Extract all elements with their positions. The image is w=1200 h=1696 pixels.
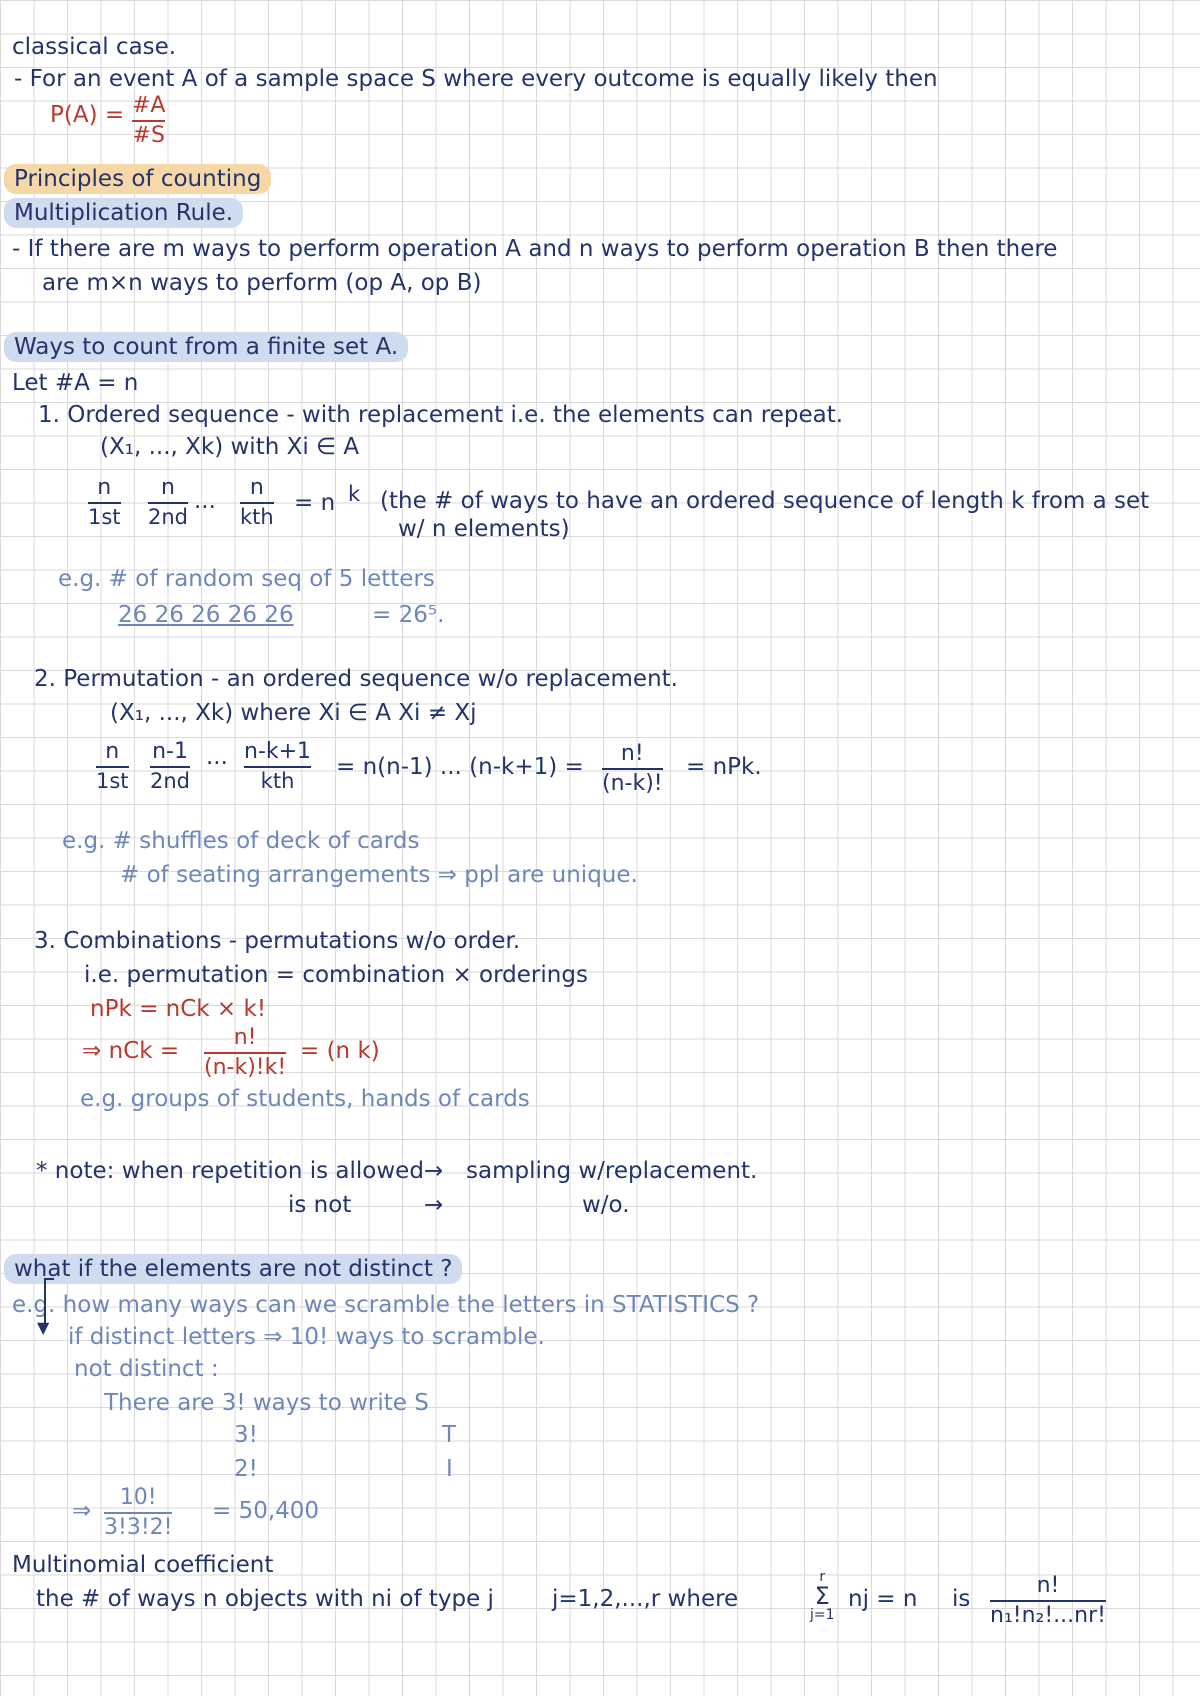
multinomial-title: Multinomial coefficient	[12, 1552, 274, 1578]
multinomial-line-c: nj = n	[848, 1586, 918, 1612]
distinct-title	[4, 1258, 462, 1281]
ordered-note-line2: w/ n elements)	[398, 516, 570, 542]
multinomial-sum-bottom: j=1	[810, 1607, 835, 1623]
ordered-tuple: (X₁, ..., Xk) with Xi ∈ A	[100, 434, 360, 460]
multiplication-rule-title-text: Multiplication Rule.	[4, 198, 243, 228]
comb-fraction-num: n!	[233, 1025, 257, 1050]
ordered-slot-2-den: 2nd	[148, 505, 189, 530]
distinct-i-letter: I	[446, 1456, 453, 1482]
perm-slot-k-den: kth	[260, 769, 295, 794]
pa-numerator: #A	[132, 93, 166, 118]
ordered-slot-1	[88, 476, 121, 529]
distinct-result-arrow: ⇒	[72, 1498, 92, 1524]
ordered-slot-2	[148, 476, 188, 529]
ordered-equals: = n	[294, 490, 336, 516]
pa-lhs: P(A) =	[50, 102, 125, 128]
multinomial-fraction-num: n!	[1036, 1573, 1060, 1598]
classical-definition: - For an event A of a sample space S where every outcome is equally likely then	[14, 66, 938, 92]
ways-title	[4, 336, 408, 359]
distinct-example: e.g. how many ways can we scramble the letters in STATISTICS ?	[12, 1292, 760, 1318]
distinct-t-letter: T	[442, 1422, 457, 1448]
note-line2-a: is not	[288, 1192, 352, 1218]
comb-example: e.g. groups of students, hands of cards	[80, 1086, 530, 1112]
principles-title-text: Principles of counting	[4, 164, 271, 194]
ordered-slot-k	[240, 476, 274, 529]
distinct-result-fraction	[104, 1486, 172, 1540]
multinomial-line-b: j=1,2,...,r where	[552, 1586, 739, 1612]
ordered-example: e.g. # of random seq of 5 letters	[58, 566, 435, 592]
pa-denominator: #S	[132, 123, 165, 149]
comb-heading: 3. Combinations - permutations w/o order.	[34, 928, 521, 954]
ordered-slot-1-num: n	[97, 475, 112, 500]
perm-fraction-den: (n-k)!	[602, 771, 663, 797]
sigma-icon: Σ	[814, 1582, 830, 1610]
multinomial-sum	[810, 1570, 835, 1622]
principles-title	[4, 168, 271, 191]
note-line2-arrow: →	[424, 1192, 444, 1218]
multinomial-fraction-den: n₁!n₂!...nr!	[990, 1603, 1106, 1629]
distinct-result-value: = 50,400	[212, 1498, 320, 1524]
multinomial-fraction	[990, 1574, 1106, 1628]
perm-slot-1-den: 1st	[96, 769, 129, 794]
perm-slot-k	[244, 740, 311, 793]
ordered-heading: 1. Ordered sequence - with replacement i.e. the elements can repeat.	[38, 402, 844, 428]
multinomial-line-a: the # of ways n objects with ni of type j	[36, 1586, 494, 1612]
note-line1-arrow: →	[424, 1158, 444, 1184]
multiplication-rule-title	[4, 202, 243, 225]
ordered-slot-1-den: 1st	[88, 505, 121, 530]
perm-slot-2	[150, 740, 190, 793]
comb-fraction-den: (n-k)!k!	[204, 1055, 287, 1081]
perm-slot-1-num: n	[105, 739, 120, 764]
comb-fraction	[204, 1026, 286, 1080]
down-arrow-icon: ▼	[37, 1318, 50, 1337]
ordered-exponent: k	[348, 482, 361, 506]
multiplication-rule-line1: - If there are m ways to perform operation A and n ways to perform operation B then there	[12, 236, 1058, 262]
perm-tuple: (X₁, ..., Xk) where Xi ∈ A Xi ≠ Xj	[110, 700, 477, 726]
comb-ncr-lhs: ⇒ nCk =	[82, 1038, 180, 1064]
perm-expansion: = n(n-1) ... (n-k+1) =	[336, 754, 584, 780]
comb-ie: i.e. permutation = combination × orderings	[84, 962, 588, 988]
comb-binomial: = (n k)	[300, 1038, 380, 1064]
distinct-not-distinct: not distinct :	[74, 1356, 219, 1382]
distinct-t-count: 3!	[234, 1422, 258, 1448]
distinct-result-num: 10!	[119, 1485, 157, 1510]
perm-slot-k-num: n-k+1	[244, 739, 312, 764]
ways-title-text: Ways to count from a finite set A.	[4, 332, 408, 362]
distinct-i-count: 2!	[234, 1456, 258, 1482]
perm-heading: 2. Permutation - an ordered sequence w/o replacement.	[34, 666, 678, 692]
comb-relation: nPk = nCk × k!	[90, 996, 267, 1022]
perm-slot-2-num: n-1	[152, 739, 188, 764]
ordered-example-slots: 26 26 26 26 26	[118, 602, 294, 628]
perm-fraction	[602, 742, 663, 796]
ordered-example-result: = 26⁵.	[372, 602, 445, 628]
classical-title: classical case.	[12, 34, 177, 60]
note-line2-b: w/o.	[582, 1192, 630, 1218]
perm-slot-1	[96, 740, 129, 793]
perm-example-2: # of seating arrangements ⇒ ppl are unique.	[120, 862, 638, 888]
perm-example-1: e.g. # shuffles of deck of cards	[62, 828, 420, 854]
distinct-result-den: 3!3!2!	[104, 1515, 173, 1541]
let-statement: Let #A = n	[12, 370, 139, 396]
perm-slot-2-den: 2nd	[150, 769, 191, 794]
multinomial-sum-top: r	[819, 1569, 826, 1585]
ordered-dots: ...	[194, 488, 216, 514]
distinct-there-are: There are 3! ways to write S	[104, 1390, 429, 1416]
note-line1-b: sampling w/replacement.	[466, 1158, 758, 1184]
perm-npk: = nPk.	[686, 754, 762, 780]
ordered-slot-2-num: n	[161, 475, 175, 500]
multiplication-rule-line2: are m×n ways to perform (op A, op B)	[42, 270, 482, 296]
distinct-if-distinct: if distinct letters ⇒ 10! ways to scramble.	[68, 1324, 545, 1350]
perm-dots: ...	[206, 744, 228, 770]
pa-fraction	[132, 94, 165, 148]
ordered-note-line1: (the # of ways to have an ordered sequence of length k from a set	[380, 488, 1150, 514]
perm-fraction-num: n!	[620, 741, 644, 766]
distinct-title-text: what if the elements are not distinct ?	[4, 1254, 462, 1284]
multinomial-line-d: is	[952, 1586, 971, 1612]
ordered-slot-k-num: n	[249, 475, 264, 500]
note-line1-a: * note: when repetition is allowed	[36, 1158, 424, 1184]
ordered-slot-k-den: kth	[240, 505, 274, 530]
